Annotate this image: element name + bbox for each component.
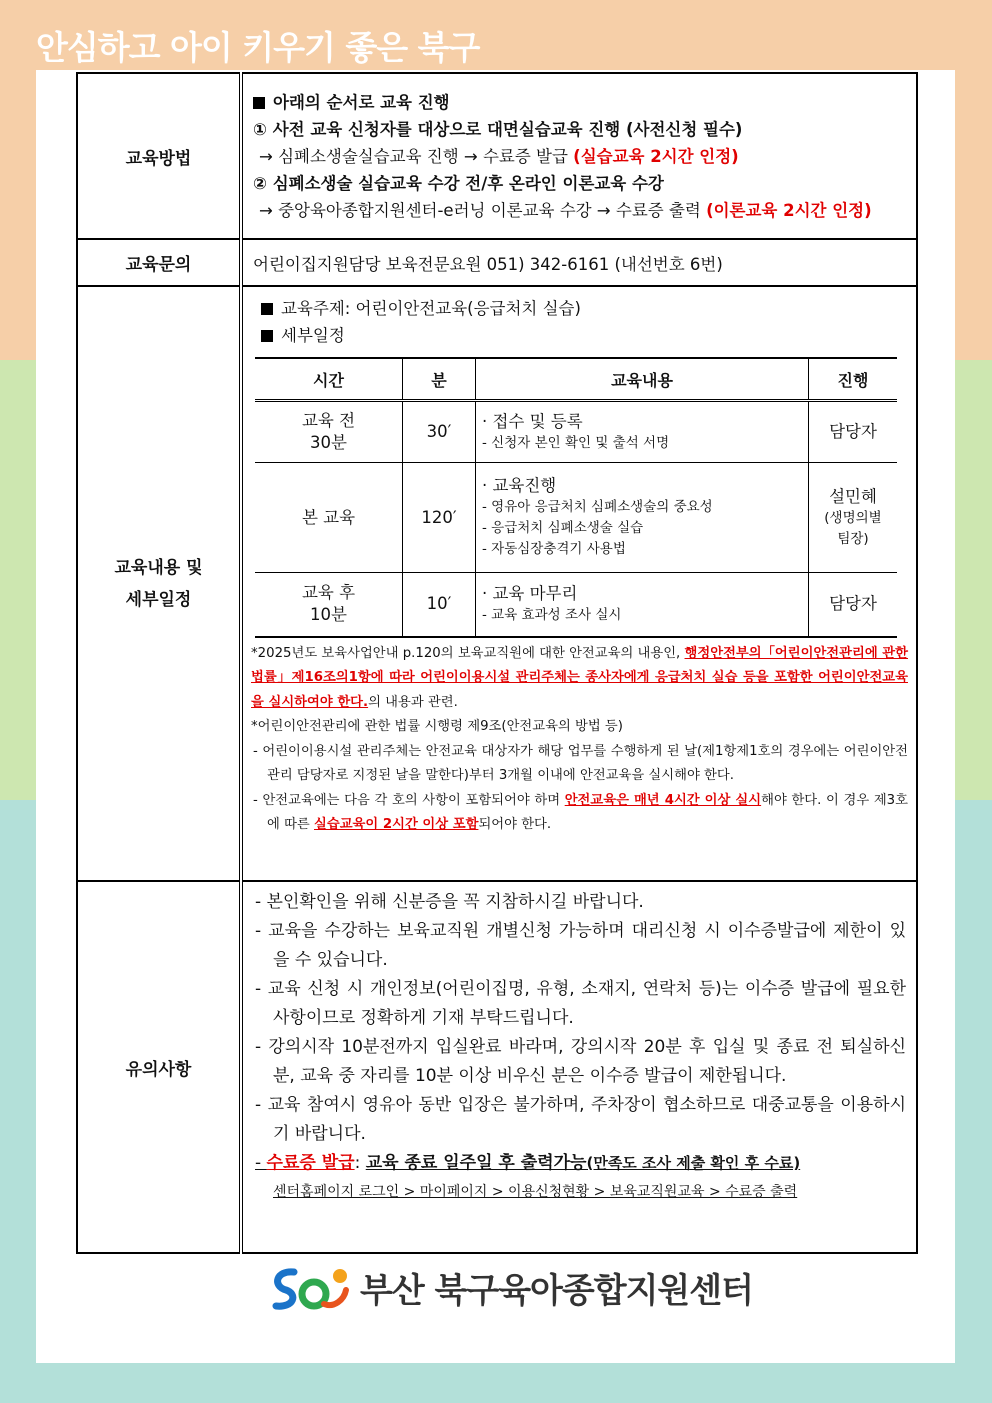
schedule-header-minutes: 분 — [403, 358, 476, 401]
schedule-title: 세부일정 — [251, 322, 908, 349]
schedule-header-time: 시간 — [255, 358, 403, 401]
schedule-row — [255, 463, 897, 573]
document-page — [36, 70, 955, 1363]
center-logo-icon — [264, 1264, 350, 1312]
schedule-time: 교육 후 10분 — [255, 573, 403, 637]
schedule-content: · 교육진행 - 영유아 응급처치 심폐소생술의 중요성 - 응급처치 심폐소생술 실습 - 자동심장충격기 사용법 — [476, 463, 809, 573]
schedule-minutes: 10′ — [403, 573, 476, 637]
schedule-row — [255, 401, 897, 463]
square-bullet-icon — [261, 330, 273, 342]
schedule-content: · 교육 마무리 - 교육 효과성 조사 실시 — [476, 573, 809, 637]
caution-label: 유의사항 — [77, 881, 241, 1253]
caution-item: - 교육 신청 시 개인정보(어린이집명, 유형, 소재지, 연락처 등)는 이수증 발급에 필요한 사항이므로 정확하게 기재 부탁드립니다. — [255, 979, 906, 1028]
method-line-1: 아래의 순서로 교육 진행 — [253, 89, 906, 116]
content-label: 교육내용 및 세부일정 — [77, 286, 241, 881]
method-line-4: ② 심폐소생술 실습교육 수강 전/후 온라인 이론교육 수강 — [253, 173, 664, 193]
content-row — [77, 286, 917, 881]
method-line-5: → 중앙육아종합지원센터-e러닝 이론교육 수강 → 수료증 출력 (이론교육 2시간 인정) — [259, 200, 872, 220]
certificate-item: - 수료증 발급: 교육 종료 일주일 후 출력가능(만족도 조사 제출 확인 후 수료) — [255, 1153, 801, 1173]
legal-notes — [251, 642, 908, 838]
schedule-content: · 접수 및 등록 - 신청자 본인 확인 및 출석 서명 — [476, 401, 809, 463]
inquiry-label: 교육문의 — [77, 239, 241, 286]
caution-item: - 본인확인을 위해 신분증을 꼭 지참하시길 바랍니다. — [255, 892, 644, 912]
caution-item: - 강의시작 10분전까지 입실완료 바라며, 강의시작 20분 후 입실 및 종료 전 퇴실하신 분, 교육 중 자리를 10분 이상 비우신 분은 이수증 발급이 제한됩니다. — [255, 1037, 906, 1086]
schedule-time: 본 교육 — [255, 463, 403, 573]
certificate-path: 센터홈페이지 로그인 > 마이페이지 > 이용신청현황 > 보육교직원교육 > 수료증 출력 — [273, 1184, 798, 1200]
schedule-lead: 담당자 — [809, 401, 898, 463]
schedule-lead: 설민혜 (생명의별 팀장) — [809, 463, 898, 573]
method-row — [77, 73, 917, 239]
schedule-table — [255, 357, 897, 638]
caution-item: - 교육을 수강하는 보육교직원 개별신청 가능하며 대리신청 시 이수증발급에 제한이 있을 수 있습니다. — [255, 921, 906, 970]
schedule-header-lead: 진행 — [809, 358, 898, 401]
schedule-row — [255, 573, 897, 637]
method-line-3: → 심폐소생술실습교육 진행 → 수료증 발급 (실습교육 2시간 인정) — [259, 146, 739, 166]
note-3: - 어린이이용시설 관리주체는 안전교육 대상자가 해당 업무를 수행하게 된 날(제1항제1호의 경우에는 어린이안전관리 담당자로 지정된 날을 말한다)부터 3개월 이내에 안전교육을 실시해야 한다. — [253, 743, 908, 783]
info-table — [76, 72, 918, 1254]
note-4: - 안전교육에는 다음 각 호의 사항이 포함되어야 하며 안전교육은 매년 4시간 이상 실시해야 한다. 이 경우 제3호에 따른 실습교육이 2시간 이상 포함되어야 한다. — [253, 792, 908, 832]
schedule-lead: 담당자 — [809, 573, 898, 637]
square-bullet-icon — [261, 303, 273, 315]
note-2: *어린이안전관리에 관한 법률 시행령 제9조(안전교육의 방법 등) — [251, 719, 623, 734]
caution-row — [77, 881, 917, 1253]
center-logo — [264, 1263, 753, 1312]
content-cell — [241, 286, 917, 881]
method-line-2: ① 사전 교육 신청자를 대상으로 대면실습교육 진행 (사전신청 필수) — [253, 119, 743, 139]
schedule-time: 교육 전 30분 — [255, 401, 403, 463]
inquiry-text: 어린이집지원담당 보육전문요원 051) 342-6161 (내선번호 6번) — [241, 239, 917, 286]
topic-line: 교육주제: 어린이안전교육(응급처치 실습) — [251, 295, 908, 322]
square-bullet-icon — [253, 97, 265, 109]
method-content — [241, 73, 917, 239]
inquiry-row — [77, 239, 917, 286]
schedule-minutes: 120′ — [403, 463, 476, 573]
slogan: 안심하고 아이 키우기 좋은 북구 — [36, 28, 480, 67]
note-1: *2025년도 보육사업안내 p.120의 보육교직원에 대한 안전교육의 내용인, 행정안전부의「어린이안전관리에 관한 법률」제16조의1항에 따라 어린이이용시설 관리주체는 종사자에게 응급처치 실습 등을 포함한 어린이안전교육을 실시하여야 한다.의 내용과 관련. — [251, 645, 908, 710]
schedule-minutes: 30′ — [403, 401, 476, 463]
center-name: 부산 북구육아종합지원센터 — [360, 1271, 753, 1311]
caution-item: - 교육 참여시 영유아 동반 입장은 불가하며, 주차장이 협소하므로 대중교통을 이용하시기 바랍니다. — [255, 1095, 906, 1144]
caution-content — [241, 881, 917, 1253]
method-label: 교육방법 — [77, 73, 241, 239]
schedule-header-content: 교육내용 — [476, 358, 809, 401]
